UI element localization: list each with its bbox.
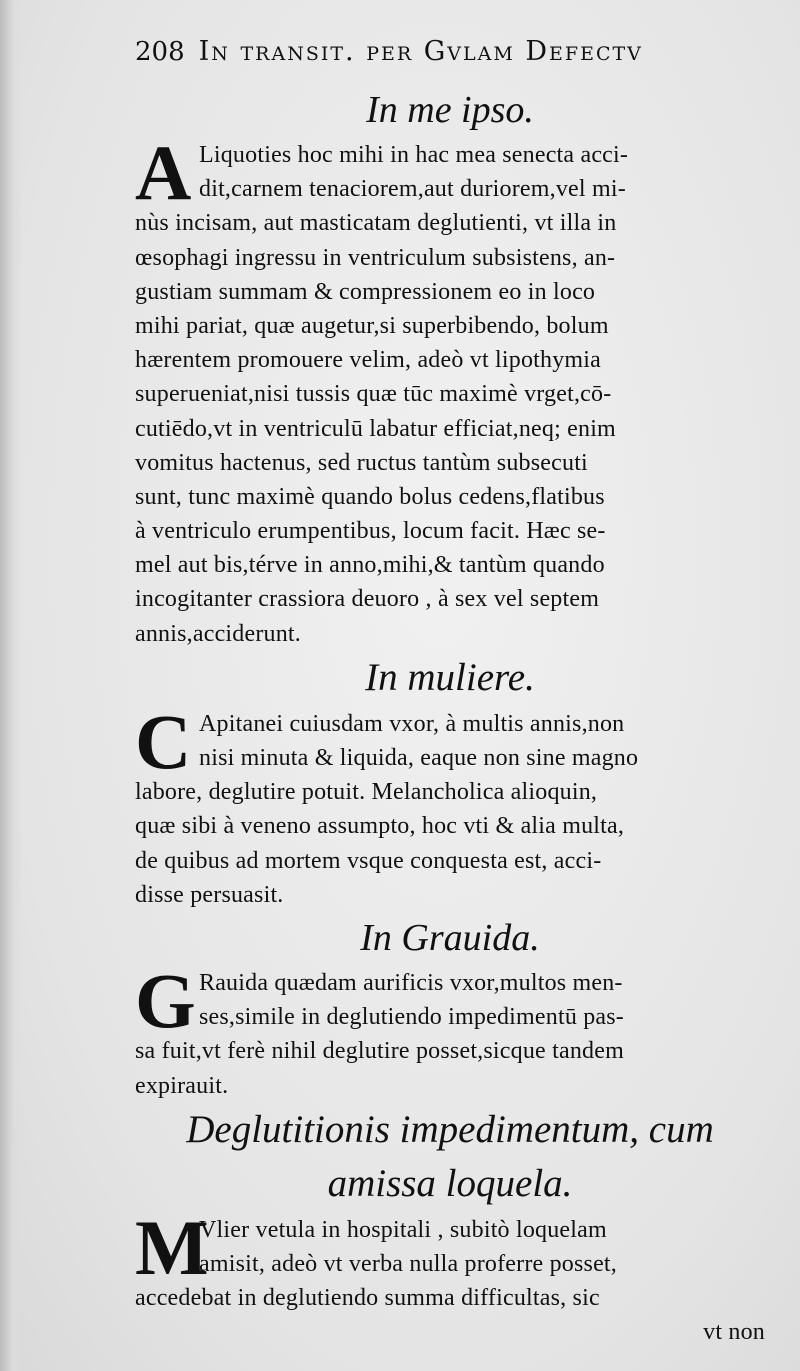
text-block (135, 36, 765, 1349)
drop-cap: G (135, 956, 196, 1044)
text-line: annis,acciderunt. (135, 620, 301, 647)
text-line: Apitanei cuiusdam vxor, à multis annis,non (199, 710, 625, 737)
text-line: nisi minuta & liquida, eaque non sine magno (199, 745, 639, 771)
text-line: hærentem promouere velim, adeò vt lipothymia (135, 347, 602, 374)
running-title: In transit. per Gvlam Defectv (198, 36, 643, 67)
text-line: expirauit. (135, 1072, 229, 1099)
page-number: 208 (135, 37, 185, 67)
section-heading: Deglutitionis impedimentum, cum (186, 1107, 714, 1151)
paragraph (135, 697, 765, 912)
section-heading: In Grauida. (360, 916, 540, 959)
paragraph (135, 129, 765, 651)
text-line: amisit, adeò vt verba nulla proferre posset, (199, 1250, 617, 1277)
page-gutter-shadow (0, 0, 22, 1371)
text-line: sa fuit,vt ferè nihil deglutire posset,sicque tandem (135, 1038, 624, 1065)
paragraph (135, 956, 765, 1103)
section-heading: In muliere. (365, 655, 535, 699)
text-line: quæ sibi à veneno assumpto, hoc vti & alia multa, (135, 813, 625, 840)
drop-cap: C (135, 697, 192, 785)
text-line: Vlier vetula in hospitali , subitò loquelam (199, 1216, 607, 1243)
catchword: vt non (703, 1319, 765, 1346)
text-line: disse persuasit. (135, 881, 284, 908)
paragraph (135, 1203, 765, 1350)
text-line: dit,carnem tenaciorem,aut duriorem,vel mi- (199, 176, 626, 203)
text-line: vomitus hactenus, sed ructus tantùm subsecuti (135, 449, 588, 476)
text-line: accedebat in deglutiendo summa difficultas, sic (135, 1285, 600, 1312)
text-line: gustiam summam & compressionem eo in loco (135, 278, 596, 305)
drop-cap: M (135, 1203, 209, 1291)
text-line: Liquoties hoc mihi in hac mea senecta acci- (199, 142, 629, 168)
text-line: Rauida quædam aurificis vxor,multos men- (199, 969, 623, 996)
text-line: de quibus ad mortem vsque conquesta est, acci- (135, 847, 602, 874)
text-line: labore, deglutire potuit. Melancholica alioquin, (135, 779, 598, 806)
text-line: mel aut bis,térve in anno,mihi,& tantùm quando (135, 552, 605, 579)
text-line: superueniat,nisi tussis quæ tūc maximè vrget,cō- (135, 381, 612, 408)
text-line: mihi pariat, quæ augetur,si superbibendo, bolum (135, 312, 609, 339)
section-heading: In me ipso. (366, 89, 534, 131)
drop-cap: A (135, 129, 192, 216)
running-head (135, 36, 765, 84)
text-line: ses,simile in deglutiendo impedimentū pas- (199, 1004, 625, 1031)
text-line: nùs incisam, aut masticatam deglutienti, vt illa in (135, 210, 617, 237)
text-line: incogitanter crassiora deuoro , à sex vel septem (135, 586, 600, 613)
section-heading: amissa loquela. (327, 1161, 573, 1205)
text-line: cutiēdo,vt in ventriculū labatur efficiat,neq; enim (135, 415, 616, 442)
text-line: œsophagi ingressu in ventriculum subsistens, an- (135, 244, 616, 271)
text-line: sunt, tunc maximè quando bolus cedens,flatibus (135, 483, 605, 510)
text-line: à ventriculo erumpentibus, locum facit. Hæc se- (135, 518, 606, 545)
